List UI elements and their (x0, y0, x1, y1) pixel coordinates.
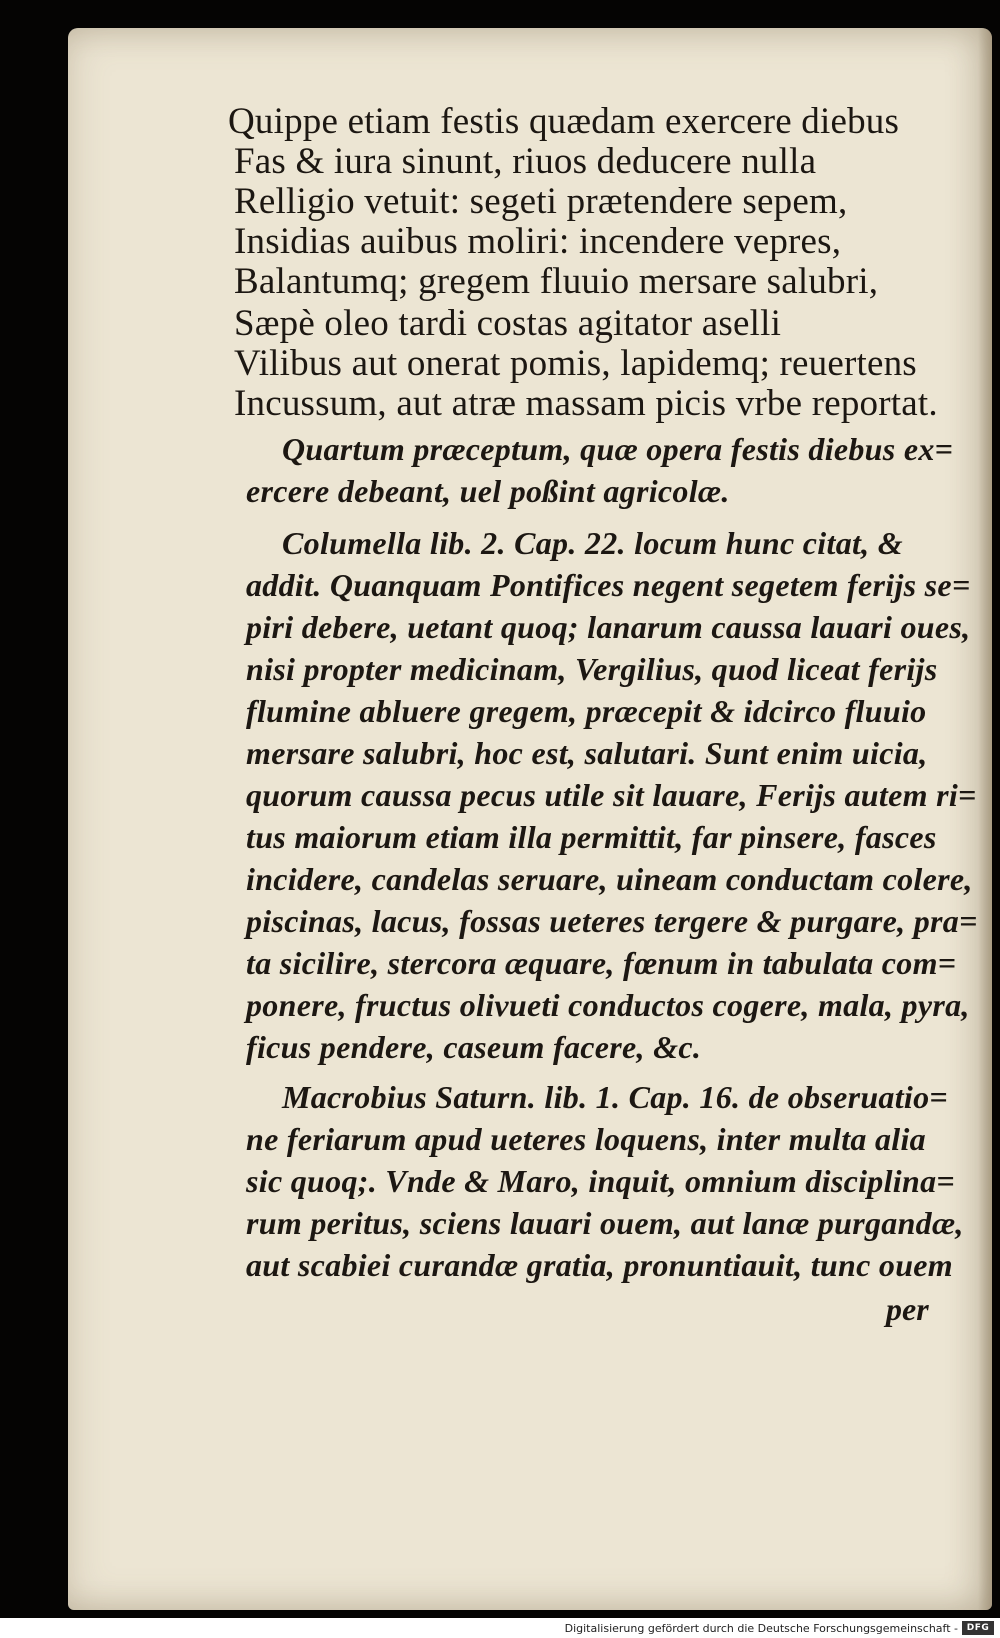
commentary-line: Macrobius Saturn. lib. 1. Cap. 16. de obseruatio= (282, 1079, 948, 1115)
commentary-line: incidere, candelas seruare, uineam conductam colere, (246, 861, 973, 897)
commentary-line: ponere, fructus olivueti conductos cogere, mala, pyra, (246, 987, 970, 1023)
verse-line: Vilibus aut onerat pomis, lapidemq; reuertens (234, 343, 917, 384)
commentary-line: aut scabiei curandæ gratia, pronuntiauit, tunc ouem (246, 1247, 954, 1283)
verse-line: Sæpè oleo tardi costas agitator aselli (234, 303, 782, 344)
commentary-line: Quartum præceptum, quæ opera festis diebus ex= (282, 431, 954, 467)
verse-line: Quippe etiam festis quædam exercere diebus (228, 101, 900, 142)
book-page (68, 28, 992, 1610)
commentary-line: sic quoq;. Vnde & Maro, inquit, omnium disciplina= (246, 1163, 955, 1199)
commentary-line: ercere debeant, uel poßint agricolæ. (246, 473, 730, 509)
commentary-line: quorum caussa pecus utile sit lauare, Ferijs autem ri= (246, 777, 977, 813)
commentary-line: tus maiorum etiam illa permittit, far pinsere, fasces (246, 819, 937, 855)
commentary-line: ne feriarum apud ueteres loquens, inter multa alia (246, 1121, 926, 1157)
verse-line: Fas & iura sinunt, riuos deducere nulla (234, 141, 817, 182)
commentary-line: rum peritus, sciens lauari ouem, aut lanæ purgandæ, (246, 1205, 964, 1241)
commentary-line: ficus pendere, caseum facere, &c. (246, 1029, 702, 1065)
commentary-line: addit. Quanquam Pontifices negent segetem ferijs se= (246, 567, 971, 603)
commentary-line: piri debere, uetant quoq; lanarum caussa lauari oues, (246, 609, 971, 645)
verse-line: Balantumq; gregem fluuio mersare salubri, (234, 261, 879, 302)
verse-line: Insidias auibus moliri: incendere vepres, (234, 221, 842, 262)
commentary-line: flumine abluere gregem, præcepit & idcirco fluuio (246, 693, 927, 729)
page-text (68, 28, 992, 1610)
verse-line: Incussum, aut atræ massam picis vrbe reportat. (234, 383, 938, 424)
commentary-line: piscinas, lacus, fossas ueteres tergere & purgare, pra= (246, 903, 978, 939)
verse-line: Relligio vetuit: segeti prætendere sepem, (234, 181, 848, 222)
commentary-line: Columella lib. 2. Cap. 22. locum hunc citat, & (282, 525, 903, 561)
catchword: per (886, 1291, 929, 1327)
commentary-line: nisi propter medicinam, Vergilius, quod liceat ferijs (246, 651, 938, 687)
footer-credit: Digitalisierung gefördert durch die Deutsche Forschungsgemeinschaft - (564, 1622, 958, 1635)
commentary-line: mersare salubri, hoc est, salutari. Sunt enim uicia, (246, 735, 928, 771)
dfg-logo-icon: DFG (962, 1621, 994, 1635)
commentary-line: ta sicilire, stercora æquare, fœnum in tabulata com= (246, 945, 957, 981)
